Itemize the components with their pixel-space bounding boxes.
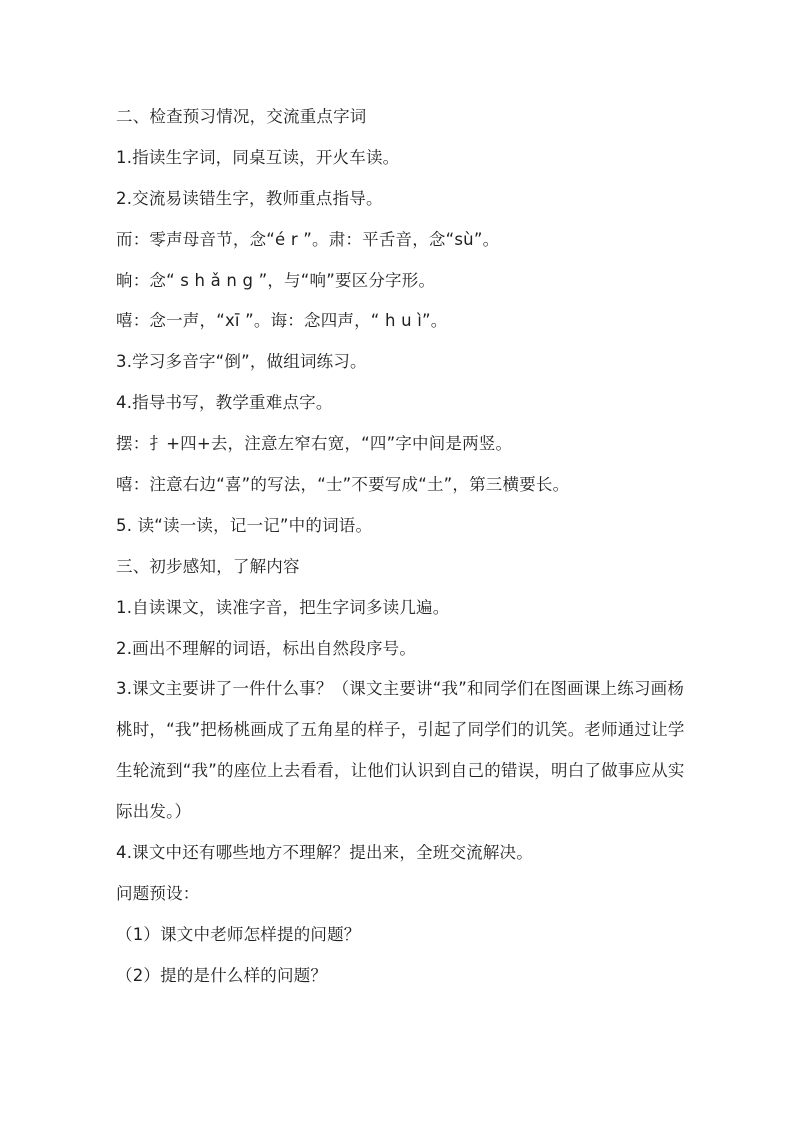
text-line: 摆：扌+四+去，注意左窄右宽，“四”字中间是两竖。 [116,434,513,454]
text-line: 嘻：注意右边“喜”的写法，“士”不要写成“土”，第三横要长。 [116,475,570,495]
question-item: （1）课文中老师怎样提的问题？ [116,924,361,944]
text-line: 1.自读课文，读准字音，把生字词多读几遍。 [116,597,450,617]
text-line: 而：零声母音节，念“é r ”。肃：平舌音，念“sù”。 [116,229,500,249]
text-line: 3.学习多音字“倒”，做组词练习。 [116,352,367,372]
text-line: 嘻：念一声，“xī ”。诲：念四声，“ h u ì”。 [116,311,448,331]
summary-paragraph: 3.课文主要讲了一件什么事？（课文主要讲“我”和同学们在图画课上练习画杨桃时，“我”把杨桃画成了五角星的样子，引起了同学们的讥笑。老师通过让学生轮流到“我”的座位上去看看，让他们认识到自己的错误，明白了做事应从实际出发。） [116,679,685,822]
text-line: 晌：念“ s h ǎ n g ”，与“响”要区分字形。 [116,270,436,290]
section-heading: 二、检查预习情况，交流重点字词 [116,107,367,126]
text-line: 1.指读生字词，同桌互读，开火车读。 [116,147,400,167]
text-line: 2.画出不理解的词语，标出自然段序号。 [116,638,417,658]
text-line: 2.交流易读错生字，教师重点指导。 [116,188,383,208]
section-heading: 三、初步感知，了解内容 [116,556,300,576]
document-body [116,103,696,1003]
text-line: 4.指导书写，教学重难点字。 [116,393,333,413]
question-item: （2）提的是什么样的问题？ [116,965,328,985]
text-line: 5. 读“读一读，记一记”中的词语。 [116,515,373,535]
text-line: 问题预设： [116,883,200,903]
text-line: 4.课文中还有哪些地方不理解？提出来，全班交流解决。 [116,843,533,863]
